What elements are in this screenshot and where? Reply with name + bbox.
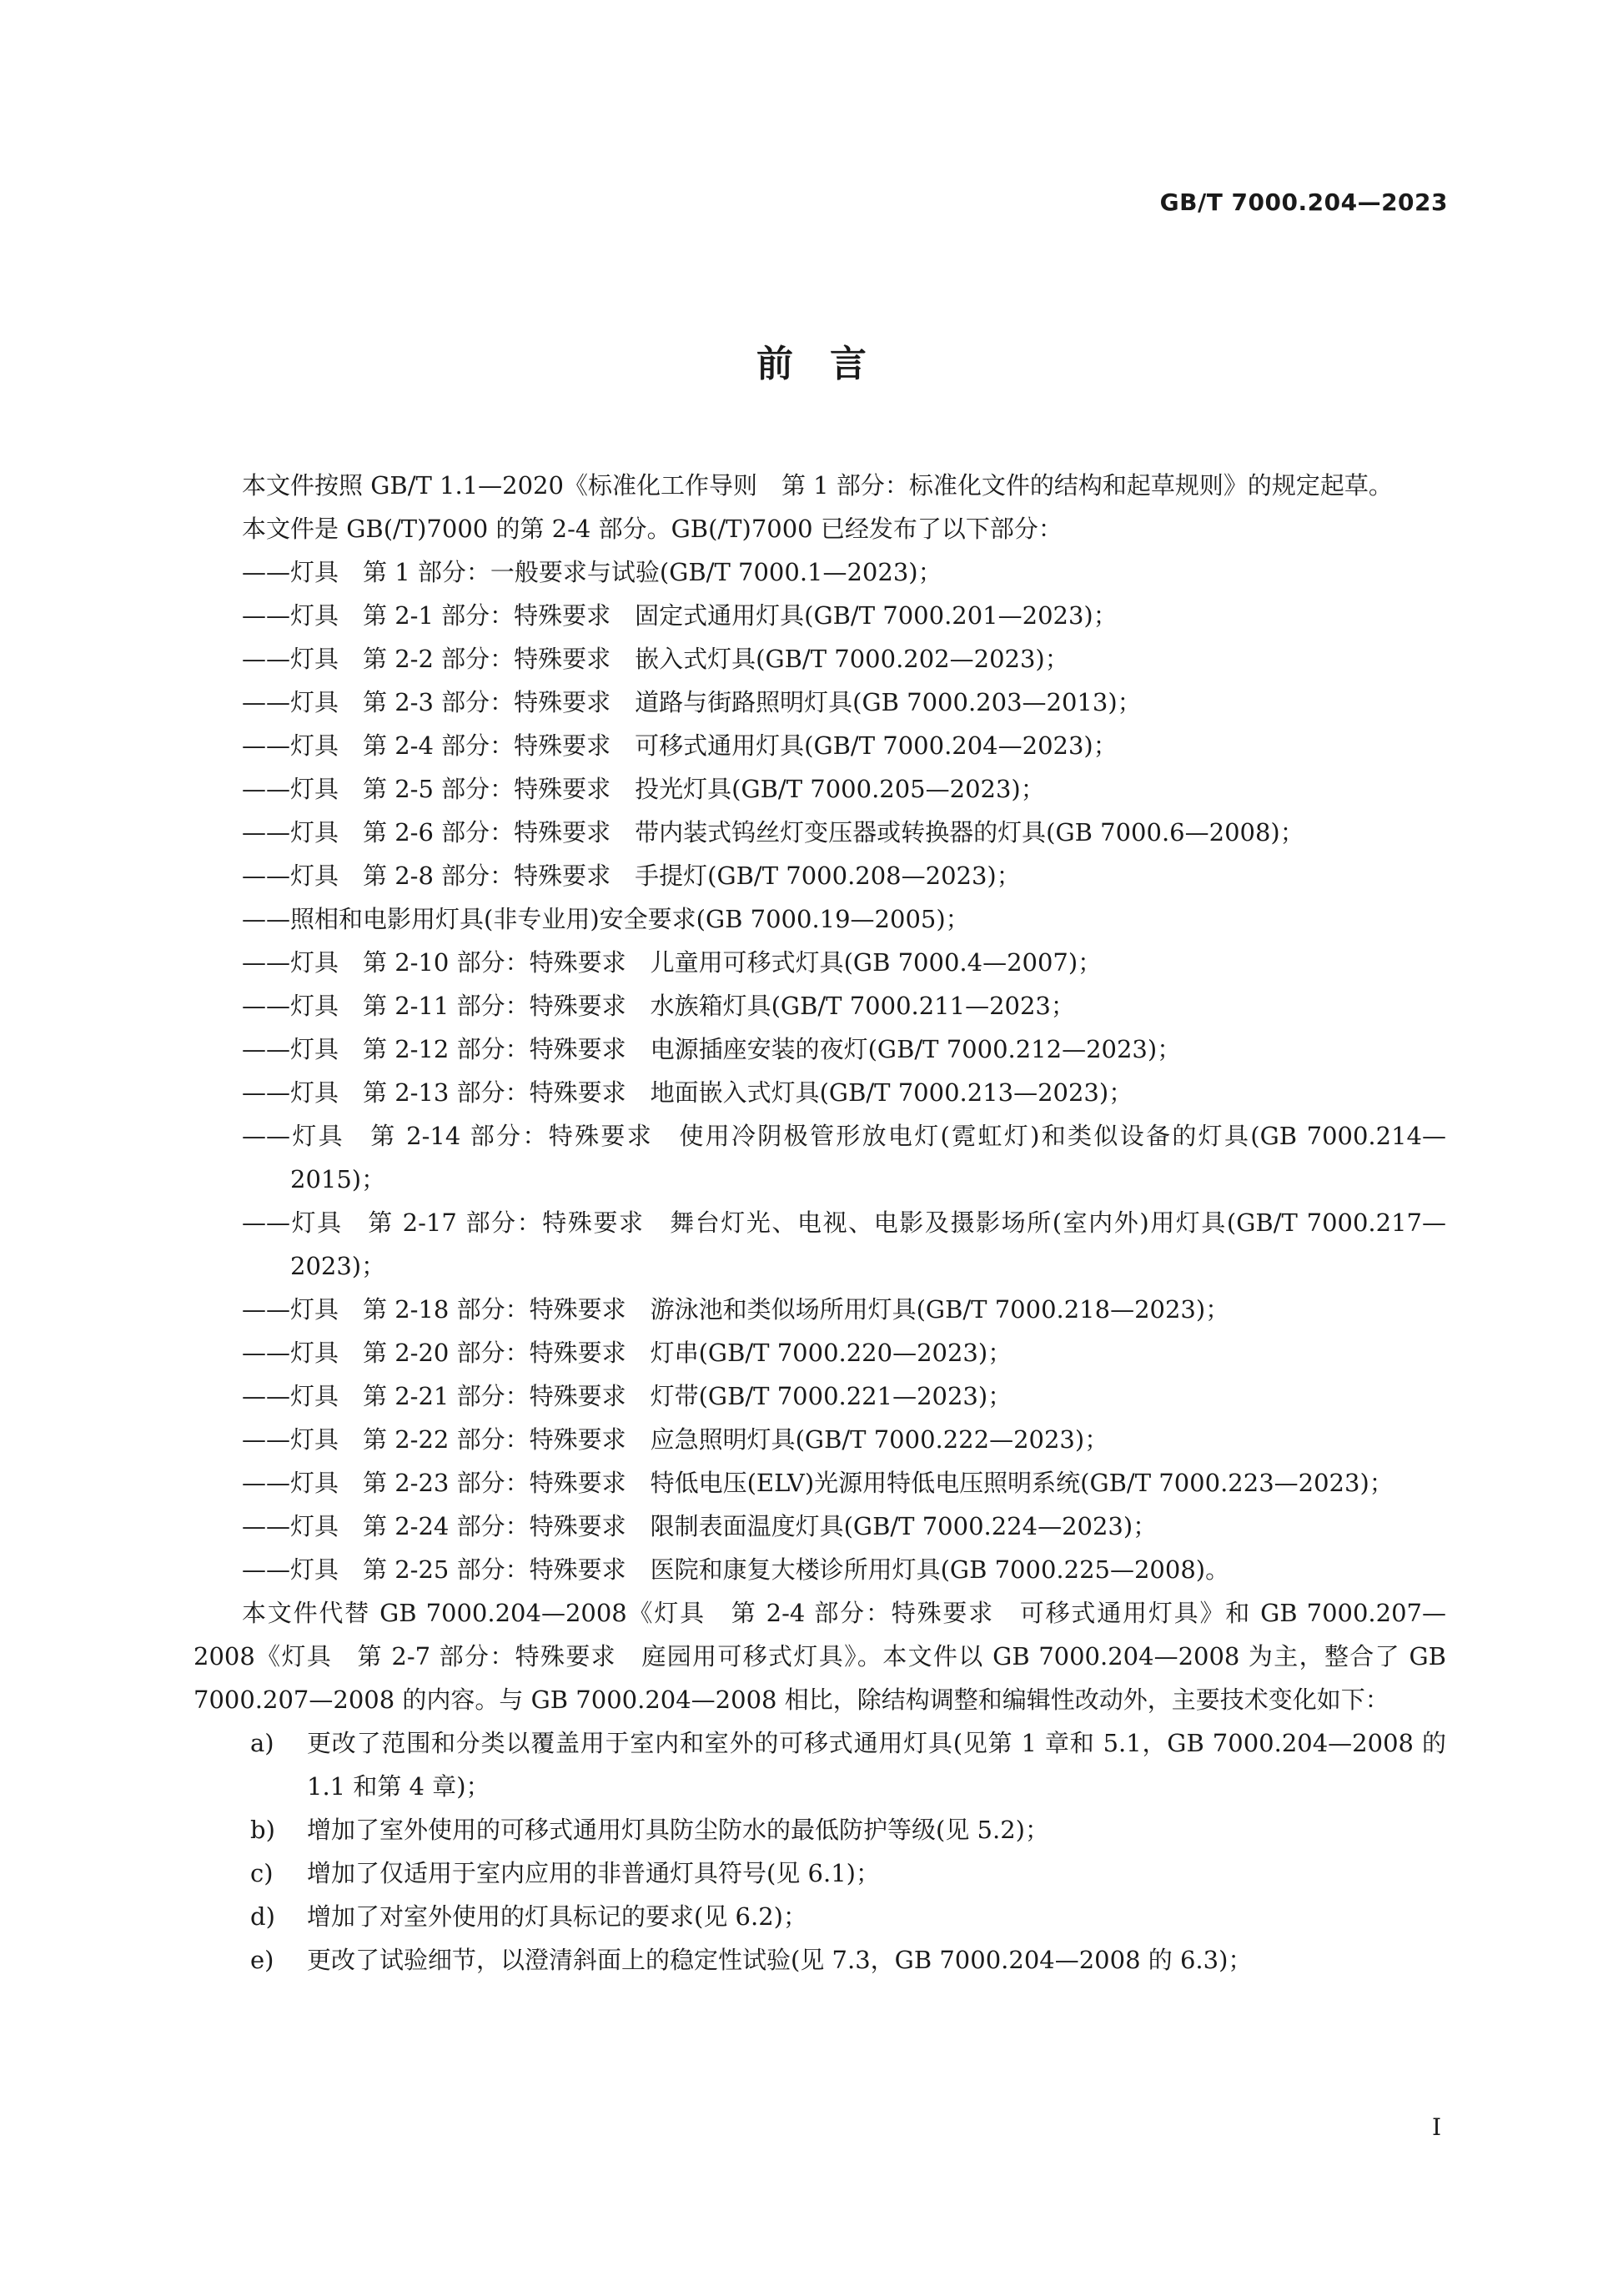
change-label: e) bbox=[250, 1946, 274, 1974]
document-body bbox=[193, 464, 1446, 1982]
intro-paragraph: 本文件按照 GB/T 1.1—2020《标准化工作导则 第 1 部分：标准化文件的结构和起草规则》的规定起草。 bbox=[242, 471, 1393, 500]
change-label: a) bbox=[250, 1729, 274, 1757]
part-list-item: ——灯具 第 2-23 部分：特殊要求 特低电压(ELV)光源用特低电压照明系统(GB/T 7000.223—2023)； bbox=[242, 1469, 1394, 1497]
part-list-item: ——灯具 第 2-2 部分：特殊要求 嵌入式灯具(GB/T 7000.202—2023)； bbox=[242, 645, 1069, 673]
change-text: 增加了室外使用的可移式通用灯具防尘防水的最低防护等级(见 5.2)； bbox=[307, 1816, 1049, 1844]
change-list-item bbox=[193, 1808, 1446, 1851]
part-list-item: ——灯具 第 2-24 部分：特殊要求 限制表面温度灯具(GB/T 7000.224—2023)； bbox=[242, 1512, 1158, 1540]
change-list-item bbox=[193, 1721, 1446, 1808]
part-list-item: ——灯具 第 2-14 部分：特殊要求 使用冷阴极管形放电灯(霓虹灯)和类似设备的灯具(GB 7000.214—2015)； bbox=[242, 1122, 1446, 1193]
replacement-paragraph: 本文件代替 GB 7000.204—2008《灯具 第 2-4 部分：特殊要求 可移式通用灯具》和 GB 7000.207—2008《灯具 第 2-7 部分：特殊要求 庭园用可移式灯具》。本文件以 GB 7000.204—2008 为主，整合了 GB 7000.207—2008 的内容。与 GB 7000.204—2008 相比，除结构调整和编辑性改动外，主要技术变化如下： bbox=[193, 1599, 1446, 1714]
part-list-item: ——灯具 第 2-13 部分：特殊要求 地面嵌入式灯具(GB/T 7000.213—2023)； bbox=[242, 1078, 1133, 1107]
part-list-item: ——灯具 第 2-22 部分：特殊要求 应急照明灯具(GB/T 7000.222—2023)； bbox=[242, 1425, 1109, 1454]
part-list-item: ——灯具 第 2-20 部分：特殊要求 灯串(GB/T 7000.220—2023)； bbox=[242, 1339, 1012, 1367]
change-label: c) bbox=[250, 1859, 274, 1887]
part-list-item: ——灯具 第 2-4 部分：特殊要求 可移式通用灯具(GB/T 7000.204—2023)； bbox=[242, 731, 1118, 760]
change-label: d) bbox=[250, 1902, 275, 1931]
part-list-item: ——灯具 第 2-10 部分：特殊要求 儿童用可移式灯具(GB 7000.4—2007)； bbox=[242, 948, 1103, 977]
part-list-item: ——灯具 第 2-6 部分：特殊要求 带内装式钨丝灯变压器或转换器的灯具(GB 7000.6—2008)； bbox=[242, 818, 1304, 847]
change-text: 更改了试验细节，以澄清斜面上的稳定性试验(见 7.3，GB 7000.204—2008 的 6.3)； bbox=[307, 1946, 1253, 1974]
change-text: 增加了对室外使用的灯具标记的要求(见 6.2)； bbox=[307, 1902, 807, 1931]
part-list-item: ——灯具 第 2-12 部分：特殊要求 电源插座安装的夜灯(GB/T 7000.212—2023)； bbox=[242, 1035, 1182, 1063]
part-list-item: ——灯具 第 2-11 部分：特殊要求 水族箱灯具(GB/T 7000.211—2023； bbox=[242, 992, 1075, 1020]
document-code: GB/T 7000.204—2023 bbox=[1159, 188, 1448, 216]
change-list-item bbox=[193, 1895, 1446, 1938]
part-list-item: ——灯具 第 2-21 部分：特殊要求 灯带(GB/T 7000.221—2023)； bbox=[242, 1382, 1012, 1410]
part-list-item: ——灯具 第 2-5 部分：特殊要求 投光灯具(GB/T 7000.205—2023)； bbox=[242, 775, 1045, 803]
change-list-item bbox=[193, 1938, 1446, 1982]
part-list-item: ——灯具 第 1 部分：一般要求与试验(GB/T 7000.1—2023)； bbox=[242, 558, 942, 586]
change-label: b) bbox=[250, 1816, 275, 1844]
part-list-item: ——照相和电影用灯具(非专业用)安全要求(GB 7000.19—2005)； bbox=[242, 905, 970, 933]
part-list-item: ——灯具 第 2-18 部分：特殊要求 游泳池和类似场所用灯具(GB/T 7000.218—2023)； bbox=[242, 1295, 1230, 1324]
page-number: I bbox=[1431, 2113, 1441, 2141]
intro-paragraph: 本文件是 GB(/T)7000 的第 2-4 部分。GB(/T)7000 已经发布了以下部分： bbox=[242, 515, 1063, 543]
change-list-item bbox=[193, 1851, 1446, 1895]
change-text: 更改了范围和分类以覆盖用于室内和室外的可移式通用灯具(见第 1 章和 5.1，GB 7000.204—2008 的 1.1 和第 4 章)； bbox=[307, 1729, 1446, 1801]
part-list-item: ——灯具 第 2-25 部分：特殊要求 医院和康复大楼诊所用灯具(GB 7000.225—2008)。 bbox=[242, 1555, 1230, 1584]
part-list-item: ——灯具 第 2-3 部分：特殊要求 道路与街路照明灯具(GB 7000.203—2013)； bbox=[242, 688, 1142, 716]
page-title: 前 言 bbox=[756, 343, 867, 385]
part-list-item: ——灯具 第 2-17 部分：特殊要求 舞台灯光、电视、电影及摄影场所(室内外)用灯具(GB/T 7000.217—2023)； bbox=[242, 1208, 1446, 1280]
change-text: 增加了仅适用于室内应用的非普通灯具符号(见 6.1)； bbox=[307, 1859, 880, 1887]
part-list-item: ——灯具 第 2-8 部分：特殊要求 手提灯(GB/T 7000.208—2023)； bbox=[242, 862, 1021, 890]
part-list-item: ——灯具 第 2-1 部分：特殊要求 固定式通用灯具(GB/T 7000.201—2023)； bbox=[242, 601, 1118, 630]
